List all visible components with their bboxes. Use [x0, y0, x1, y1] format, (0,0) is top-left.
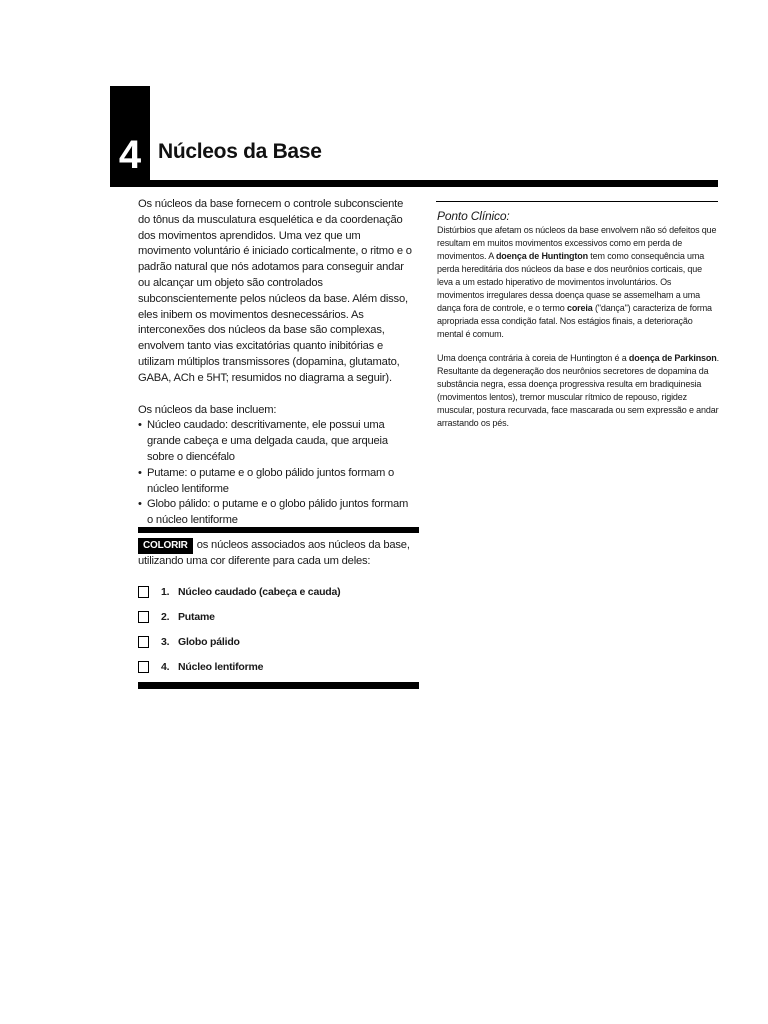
intro-paragraph: Os núcleos da base fornecem o controle subconsciente do tônus da musculatura esquelética e da coordenação dos movimentos aprendidos. Uma vez que um movimento voluntário é iniciado corticalmente, o ritmo e o padrão natural que nós adotamos para conseguir andar ou alcançar um objeto são controlados subconscientemente pelos núcleos da base. Além disso, eles inibem os movimentos desnecessários. As interconexões dos núcleos da base são complexas, envolvem tanto vias excitatórias quanto inibitórias e utilizam múltiplos transmissores (dopamina, glutamato, GABA, ACh e 5HT; resumidos no diagrama a seguir).: [138, 198, 412, 384]
colorir-label: COLORIR: [138, 538, 193, 554]
chapter-number: 4: [118, 133, 142, 177]
coloring-rule-bottom: [138, 682, 419, 689]
coloring-item: [138, 604, 419, 629]
item-number: 2.: [161, 610, 170, 623]
text-run: Uma doença contrária à coreia de Huntington é a: [437, 353, 629, 363]
nuclei-list: [138, 418, 413, 529]
coloring-items: [138, 579, 419, 679]
term-coreia: coreia: [566, 303, 593, 313]
clinical-rule: [436, 201, 718, 202]
clinical-paragraph-parkinson: [437, 352, 719, 430]
item-number: 1.: [161, 585, 170, 598]
term-huntington: doença de Huntington: [495, 251, 588, 261]
color-checkbox[interactable]: [138, 661, 149, 673]
clinical-point-section: [437, 210, 719, 430]
text-run: . Resultante da degeneração dos neurônios secretores de dopamina da substância negra, essa doença progressiva resulta em bradiquinesia (movimentos lentos), tremor muscular rítmico de repouso, rigidez muscular, postura recurvada, face mascarada ou sem expressão e andar arrastando os pés.: [437, 353, 719, 428]
item-label: Núcleo lentiforme: [178, 660, 264, 673]
clinical-heading: Ponto Clínico:: [437, 209, 510, 223]
coloring-rule-top: [138, 527, 419, 533]
text-run: Distúrbios que afetam os núcleos da base envolvem não só defeitos que resultam em muitos movimentos excessivos como em perda de movimentos. A: [437, 225, 717, 261]
color-checkbox[interactable]: [138, 636, 149, 648]
coloring-exercise: [138, 527, 419, 679]
coloring-instruction: os núcleos associados aos núcleos da base, utilizando uma cor diferente para cada um deles:: [138, 539, 410, 567]
intro-section: [138, 197, 413, 529]
text-run: tem como consequência uma perda hereditária dos núcleos da base e dos neurônios corticais, que leva a um estado hiperativo de movimentos involuntários. Os movimentos irregulares dessa doença quase se assemelham a uma dança fora de controle, e o termo: [437, 251, 705, 313]
term-parkinson: doença de Parkinson: [628, 353, 717, 363]
list-intro: Os núcleos da base incluem:: [138, 403, 277, 416]
item-label: Globo pálido: [178, 635, 240, 648]
list-item: • Núcleo caudado: descritivamente, ele possui uma grande cabeça e uma delgada cauda, que arqueia sobre o diencéfalo: [138, 418, 413, 465]
coloring-instruction-block: [138, 538, 419, 569]
item-label: Putame: [178, 610, 215, 623]
coloring-item: [138, 654, 419, 679]
chapter-number-block: [110, 86, 150, 186]
coloring-item: [138, 629, 419, 654]
list-item: • Globo pálido: o putame e o globo pálido juntos formam o núcleo lentiforme: [138, 497, 413, 529]
clinical-paragraph-huntington: [437, 224, 719, 341]
color-checkbox[interactable]: [138, 611, 149, 623]
chapter-title: Núcleos da Base: [158, 140, 322, 163]
list-item: • Putame: o putame e o globo pálido juntos formam o núcleo lentiforme: [138, 466, 413, 498]
item-label: Núcleo caudado (cabeça e cauda): [178, 585, 341, 598]
coloring-item: [138, 579, 419, 604]
item-number: 3.: [161, 635, 170, 648]
item-number: 4.: [161, 660, 170, 673]
text-run: ("dança") caracteriza de forma apropriada essa condição fatal. Nos estágios finais, a deterioração mental é comum.: [437, 303, 712, 339]
header-rule: [110, 180, 718, 187]
color-checkbox[interactable]: [138, 586, 149, 598]
